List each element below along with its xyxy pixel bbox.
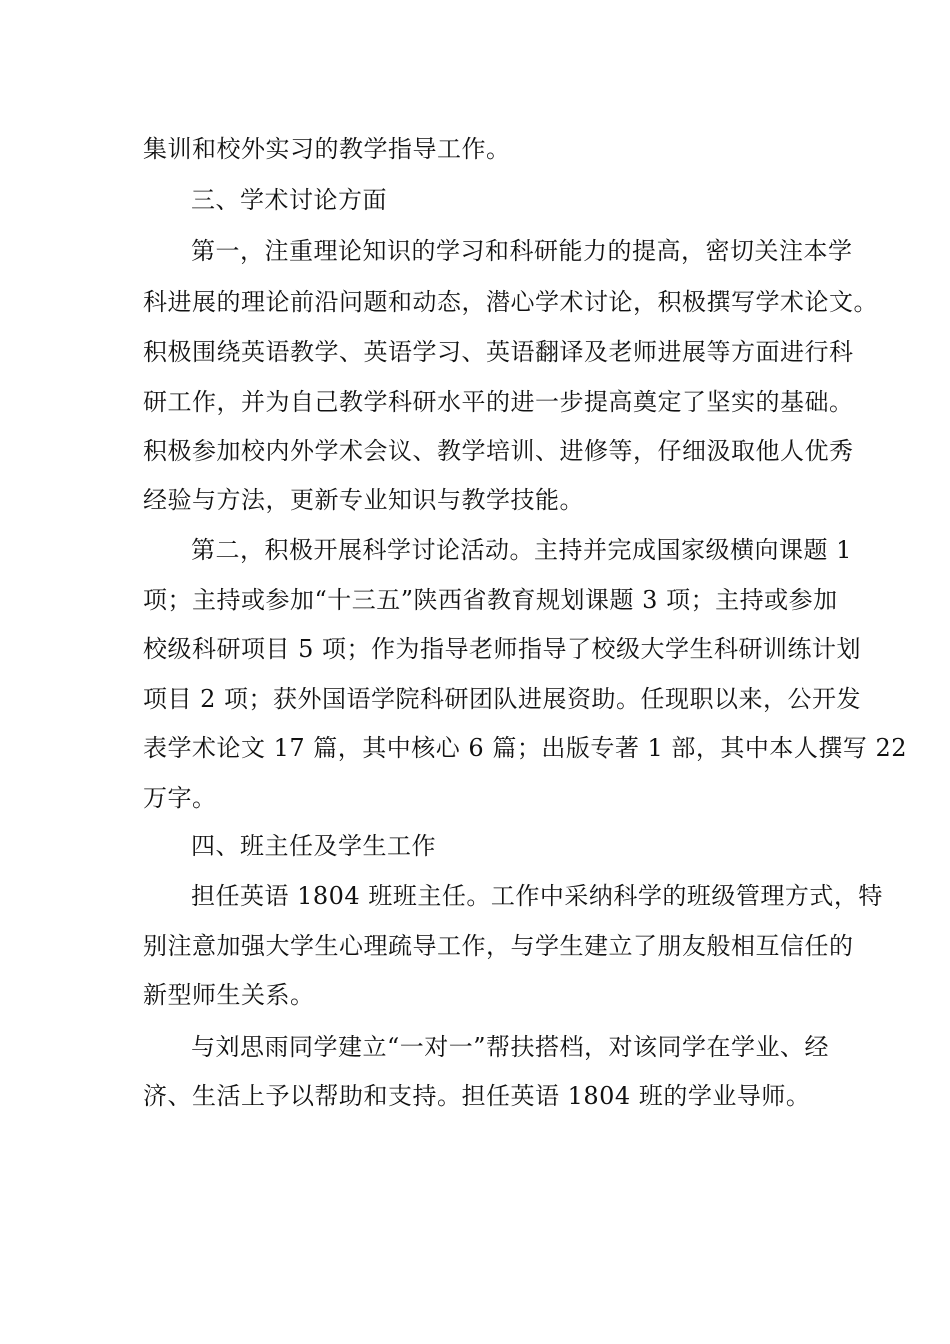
paragraph-line: 第二，积极开展科学讨论活动。主持并完成国家级横向课题 1 — [191, 536, 852, 564]
section-heading: 三、学术讨论方面 — [191, 186, 387, 214]
paragraph-line: 校级科研项目 5 项；作为指导老师指导了校级大学生科研训练计划 — [143, 635, 862, 663]
paragraph-line: 第一，注重理论知识的学习和科研能力的提高，密切关注本学 — [191, 237, 853, 265]
paragraph-line: 科进展的理论前沿问题和动态，潜心学术讨论，积极撰写学术论文。 — [143, 288, 878, 316]
paragraph-line: 与刘思雨同学建立“一对一”帮扶搭档，对该同学在学业、经 — [191, 1033, 830, 1061]
paragraph-line: 别注意加强大学生心理疏导工作，与学生建立了朋友般相互信任的 — [143, 932, 854, 960]
paragraph-line: 积极参加校内外学术会议、教学培训、进修等，仔细汲取他人优秀 — [143, 437, 854, 465]
paragraph-line: 研工作，并为自己教学科研水平的进一步提高奠定了坚实的基础。 — [143, 388, 854, 416]
paragraph-line: 项目 2 项；获外国语学院科研团队进展资助。任现职以来，公开发 — [143, 685, 862, 713]
paragraph-line: 表学术论文 17 篇，其中核心 6 篇；出版专著 1 部，其中本人撰写 22 — [143, 734, 908, 762]
paragraph-line: 新型师生关系。 — [143, 981, 315, 1009]
paragraph-line: 经验与方法，更新专业知识与教学技能。 — [143, 486, 584, 514]
section-heading: 四、班主任及学生工作 — [191, 832, 436, 860]
paragraph-line: 担任英语 1804 班班主任。工作中采纳科学的班级管理方式，特 — [191, 882, 883, 910]
paragraph-line: 项；主持或参加“十三五”陕西省教育规划课题 3 项；主持或参加 — [143, 586, 838, 614]
paragraph-line: 万字。 — [143, 784, 217, 812]
paragraph-line: 集训和校外实习的教学指导工作。 — [143, 135, 511, 163]
paragraph-line: 积极围绕英语教学、英语学习、英语翻译及老师进展等方面进行科 — [143, 338, 854, 366]
paragraph-line: 济、生活上予以帮助和支持。担任英语 1804 班的学业导师。 — [143, 1082, 811, 1110]
